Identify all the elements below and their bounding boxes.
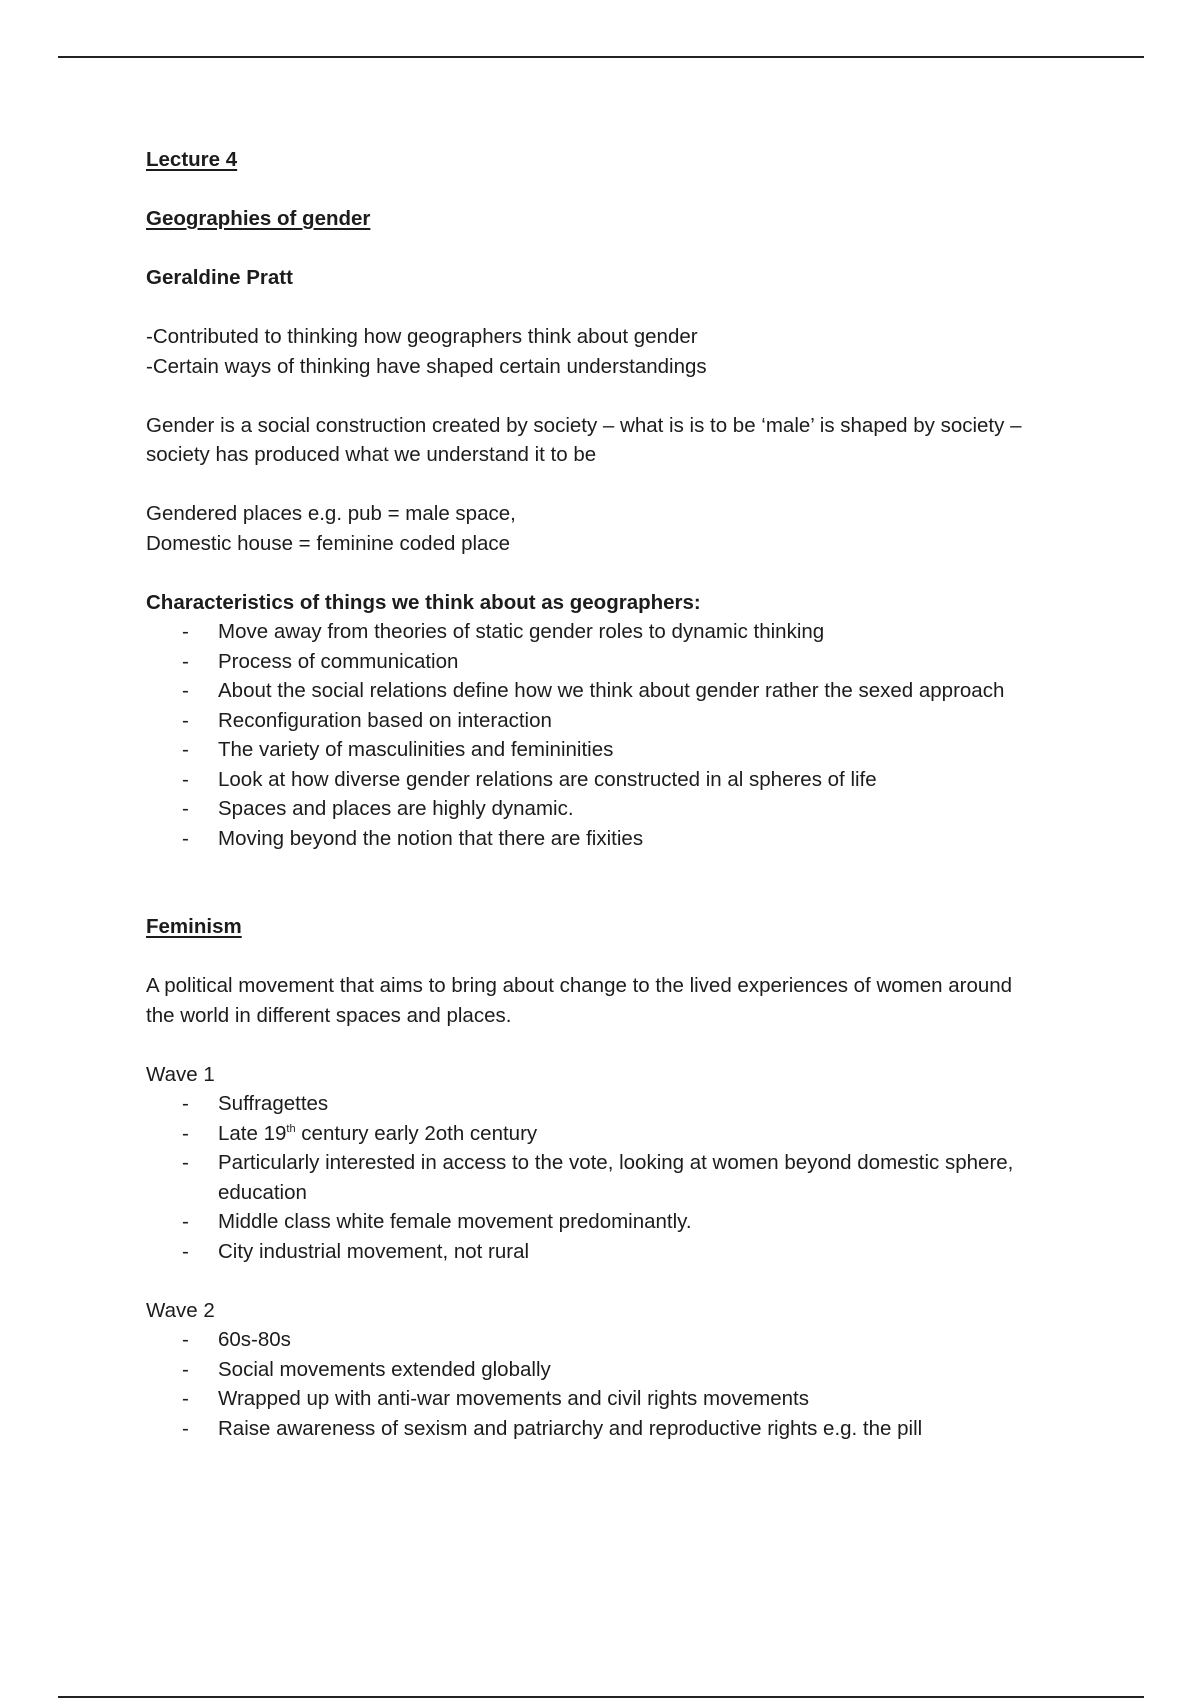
list-item-text: Moving beyond the notion that there are fixities: [218, 826, 644, 850]
pratt-point: -Certain ways of thinking have shaped certain understandings: [146, 354, 707, 378]
top-rule: [58, 56, 1144, 58]
list-item: [146, 1148, 1046, 1207]
bottom-rule: [58, 1696, 1144, 1698]
lecture-title: Lecture 4: [146, 148, 238, 171]
list-item-text: Suffragettes: [218, 1092, 329, 1115]
dash-bullet: -: [182, 1387, 189, 1410]
dash-bullet: -: [182, 1328, 189, 1351]
dash-bullet: -: [182, 679, 189, 702]
list-item-text: Spaces and places are highly dynamic.: [218, 797, 574, 820]
list-item: [146, 1355, 1046, 1385]
list-item: [146, 647, 1046, 677]
list-item: [146, 824, 1046, 854]
dash-bullet: -: [182, 620, 189, 643]
list-item-text: Raise awareness of sexism and patriarchy and reproductive rights e.g. the pill: [218, 1416, 923, 1440]
wave1-list: [146, 1089, 1046, 1266]
list-item: [146, 676, 1046, 706]
list-item-text-cont: century early 2oth century: [295, 1121, 538, 1145]
list-item: [146, 765, 1046, 795]
dash-bullet: -: [182, 1210, 189, 1233]
dash-bullet: -: [182, 826, 189, 850]
document-body: [146, 145, 1046, 1443]
list-item: [146, 735, 1046, 765]
list-item: [146, 1325, 1046, 1355]
list-item: [146, 1384, 1046, 1414]
list-item: [146, 1207, 1046, 1237]
list-item-text: Look at how diverse gender relations are constructed in al spheres of life: [218, 767, 877, 791]
list-item-text: 60s-80s: [218, 1328, 291, 1351]
dash-bullet: -: [182, 1239, 189, 1263]
pratt-point: -Contributed to thinking how geographers think about gender: [146, 325, 698, 348]
wave2-list: [146, 1325, 1046, 1443]
list-item: [146, 794, 1046, 824]
list-item-text: About the social relations define how we think about gender rather the sexed approach: [218, 679, 1005, 702]
list-item: [146, 1089, 1046, 1119]
dash-bullet: -: [182, 767, 189, 791]
gendered-places-line: Gendered places e.g. pub = male space,: [146, 502, 516, 525]
topic-title: Geographies of gender: [146, 207, 371, 230]
feminism-definition: A political movement that aims to bring about change to the lived experiences of women around the world in different spaces and places.: [146, 974, 1013, 1027]
list-item-text: Middle class white female movement predominantly.: [218, 1210, 692, 1233]
dash-bullet: -: [182, 649, 189, 673]
wave-label: Wave 1: [146, 1062, 215, 1086]
author-heading: Geraldine Pratt: [146, 266, 293, 289]
dash-bullet: -: [182, 1151, 189, 1174]
dash-bullet: -: [182, 1092, 189, 1115]
characteristics-list: [146, 617, 1046, 853]
gender-construction-paragraph: Gender is a social construction created by society – what is is to be ‘male’ is shaped by society – society has produced what we understand it to be: [146, 413, 1022, 466]
dash-bullet: -: [182, 1121, 189, 1145]
list-item-text: City industrial movement, not rural: [218, 1239, 530, 1263]
list-item-text: Move away from theories of static gender roles to dynamic thinking: [218, 620, 825, 643]
list-item: [146, 1237, 1046, 1267]
list-item-text: Reconfiguration based on interaction: [218, 708, 552, 732]
list-item: [146, 617, 1046, 647]
list-item-text: Late 19: [218, 1121, 287, 1145]
list-item: [146, 1119, 1046, 1149]
dash-bullet: -: [182, 708, 189, 732]
dash-bullet: -: [182, 1357, 189, 1381]
list-item: [146, 706, 1046, 736]
list-item: [146, 1414, 1046, 1444]
characteristics-heading: Characteristics of things we think about as geographers:: [146, 590, 701, 614]
list-item-text: The variety of masculinities and femininities: [218, 738, 614, 761]
dash-bullet: -: [182, 738, 189, 761]
dash-bullet: -: [182, 797, 189, 820]
ordinal-superscript: th: [286, 1122, 296, 1135]
gendered-places-line: Domestic house = feminine coded place: [146, 531, 511, 555]
list-item-text: Process of communication: [218, 649, 459, 673]
list-item-text: Social movements extended globally: [218, 1357, 551, 1381]
feminism-heading: Feminism: [146, 915, 242, 938]
list-item-text: Particularly interested in access to the vote, looking at women beyond domestic sphere, education: [218, 1151, 1014, 1204]
dash-bullet: -: [182, 1416, 189, 1440]
list-item-text: Wrapped up with anti-war movements and civil rights movements: [218, 1387, 809, 1410]
wave-label: Wave 2: [146, 1298, 215, 1322]
